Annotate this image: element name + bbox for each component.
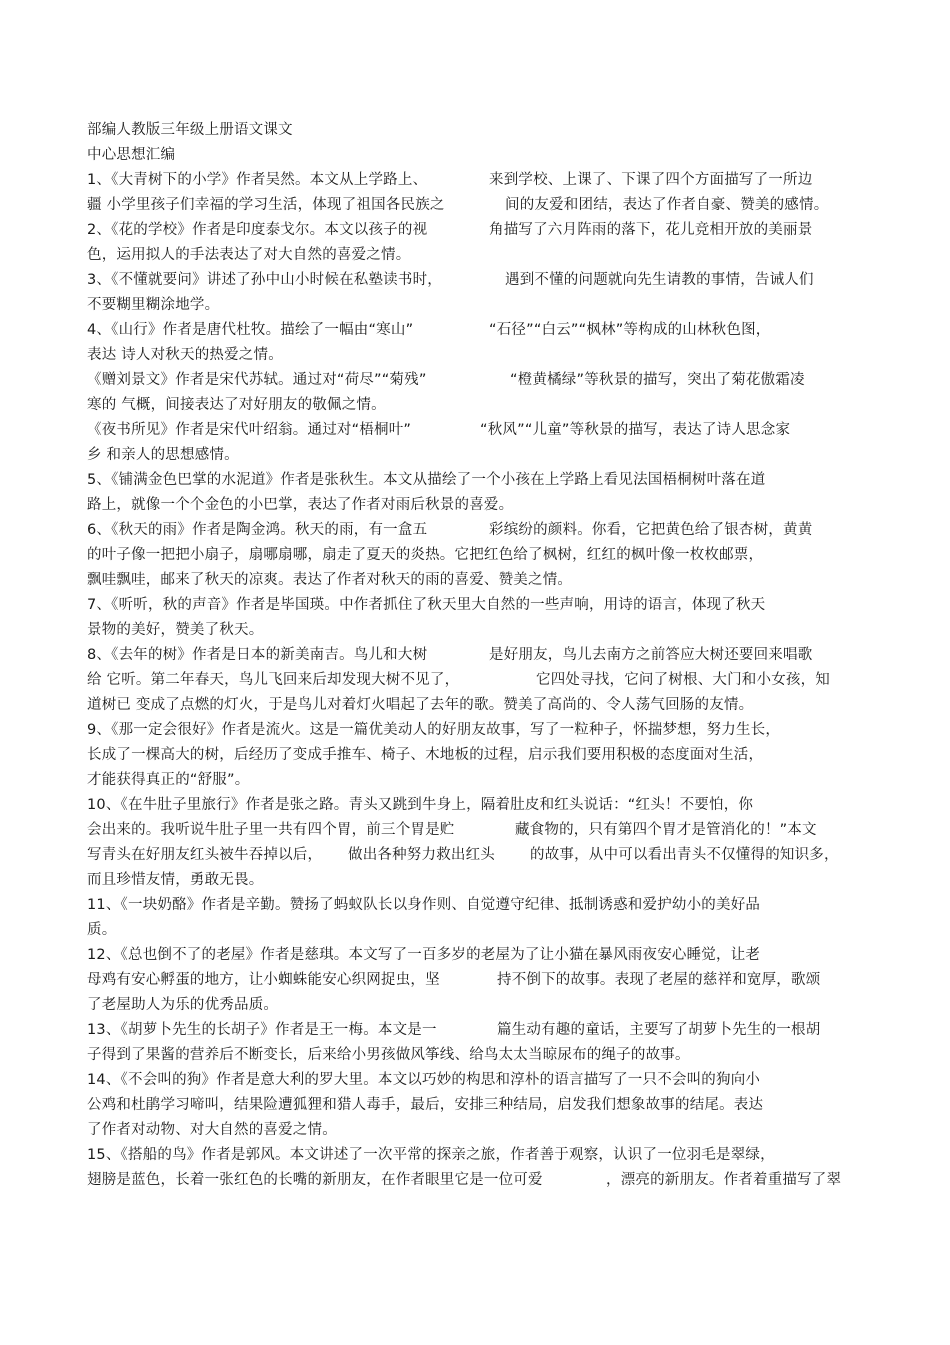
text-line: 《夜书所见》作者是宋代叶绍翁。通过对“梧桐叶”	[87, 422, 412, 438]
text-line: 15、《搭船的鸟》作者是郭风。本文讲述了一次平常的探亲之旅，作者善于观察，认识了一位羽毛是翠绿，	[87, 1147, 775, 1163]
text-line: 做出各种努力救出红头	[348, 847, 495, 863]
text-line: 公鸡和杜鹃学习啼叫，结果险遭狐狸和猎人毒手，最后，安排三种结局，启发我们想象故事的结尾。表达	[87, 1097, 764, 1113]
text-line: “石径”“白云”“枫林”等构成的山林秋色图，	[489, 322, 771, 338]
text-line: 彩缤纷的颜料。你看，它把黄色给了银杏树，黄黄	[489, 522, 813, 538]
text-line: 来到学校、上课了、下课了四个方面描写了一所边	[489, 172, 813, 188]
text-line: 了老屋助人为乐的优秀品质。	[87, 997, 279, 1013]
text-line: 长成了一棵高大的树，后经历了变成手推车、椅子、木地板的过程，启示我们要用积极的态度面对生活，	[87, 747, 764, 763]
text-line: 寒的 气概，间接表达了对好朋友的敬佩之情。	[87, 397, 386, 413]
text-line: 的叶子像一把把小扇子，扇哪扇哪，扇走了夏天的炎热。它把红色给了枫树，红红的枫叶像一枚枚邮票，	[87, 547, 764, 563]
text-line: 藏食物的，只有第四个胃才是管消化的！”本文	[515, 822, 817, 838]
doc-title-line-2: 中心思想汇编	[87, 147, 176, 163]
text-line: 篇生动有趣的童话，主要写了胡萝卜先生的一根胡	[497, 1022, 821, 1038]
text-line: 会出来的。我听说牛肚子里一共有四个胃，前三个胃是贮	[87, 822, 455, 838]
text-line: 表达 诗人对秋天的热爱之情。	[87, 347, 283, 363]
text-line: 道树已 变成了点燃的灯火，于是鸟儿对着灯火唱起了去年的歌。赞美了高尚的、令人荡气回肠的友情。	[87, 697, 754, 713]
text-line: “橙黄橘绿”等秋景的描写，突出了菊花傲霜凌	[510, 372, 805, 388]
text-line: 6、《秋天的雨》作者是陶金鸿。秋天的雨，有一盒五	[87, 522, 428, 538]
text-line: 子得到了果酱的营养后不断变长，后来给小男孩做风筝线、给鸟太太当晾尿布的绳子的故事。	[87, 1047, 690, 1063]
text-line: 景物的美好，赞美了秋天。	[87, 622, 264, 638]
text-line: 1、《大青树下的小学》作者吴然。本文从上学路上、	[87, 172, 428, 188]
text-line: “秋风”“儿童”等秋景的描写，表达了诗人思念家	[480, 422, 791, 438]
text-line: 13、《胡萝卜先生的长胡子》作者是王一梅。本文是一	[87, 1022, 437, 1038]
text-line: 了作者对动物、对大自然的喜爱之情。	[87, 1122, 337, 1138]
text-line: 写青头在好朋友红头被牛吞掉以后，	[87, 847, 323, 863]
text-line: 它四处寻找，它问了树根、大门和小女孩，知	[536, 672, 830, 688]
text-line: ，漂亮的新朋友。作者着重描写了翠	[606, 1172, 842, 1188]
text-line: 7、《听听，秋的声音》作者是毕国瑛。中作者抓住了秋天里大自然的一些声响，用诗的语言，体现了秋天	[87, 597, 766, 613]
text-line: 不要糊里糊涂地学。	[87, 297, 220, 313]
text-line: 路上，就像一个个金色的小巴掌，表达了作者对雨后秋景的喜爱。	[87, 497, 514, 513]
text-line: 而且珍惜友情，勇敢无畏。	[87, 872, 264, 888]
text-line: 给 它听。第二年春天，鸟儿飞回来后却发现大树不见了，	[87, 672, 460, 688]
text-line: 翅膀是蓝色，长着一张红色的长嘴的新朋友，在作者眼里它是一位可爱	[87, 1172, 543, 1188]
text-line: 才能获得真正的“舒服”。	[87, 772, 250, 788]
text-line: 《赠刘景文》作者是宋代苏轼。通过对“荷尽”“菊残”	[87, 372, 427, 388]
text-line: 质。	[87, 922, 117, 938]
text-line: 间的友爱和团结，表达了作者自豪、赞美的感情。	[505, 197, 829, 213]
text-line: 5、《铺满金色巴掌的水泥道》作者是张秋生。本文从描绘了一个小孩在上学路上看见法国梧桐树叶落在道	[87, 472, 766, 488]
text-line: 8、《去年的树》作者是日本的新美南吉。鸟儿和大树	[87, 647, 428, 663]
text-line: 色，运用拟人的手法表达了对大自然的喜爱之情。	[87, 247, 411, 263]
text-line: 疆 小学里孩子们幸福的学习生活，体现了祖国各民族之	[87, 197, 445, 213]
text-line: 3、《不懂就要问》讲述了孙中山小时候在私塾读书时，	[87, 272, 442, 288]
text-line: 11、《一块奶酪》作者是辛勤。赞扬了蚂蚁队长以身作则、自觉遵守纪律、抵制诱惑和爱护幼小的美好品	[87, 897, 761, 913]
text-line: 乡 和亲人的思想感情。	[87, 447, 239, 463]
text-line: 持不倒下的故事。表现了老屋的慈祥和宽厚，歌颂	[497, 972, 821, 988]
text-line: 4、《山行》作者是唐代杜牧。描绘了一幅由“寒山”	[87, 322, 414, 338]
text-line: 12、《总也倒不了的老屋》作者是慈琪。本文写了一百多岁的老屋为了让小猫在暴风雨夜安心睡觉，让老	[87, 947, 761, 963]
text-line: 母鸡有安心孵蛋的地方，让小蜘蛛能安心织网捉虫，坚	[87, 972, 440, 988]
text-line: 的故事，从中可以看出青头不仅懂得的知识多，	[530, 847, 839, 863]
doc-title-line-1: 部编人教版三年级上册语文课文	[87, 122, 293, 138]
text-line: 角描写了六月阵雨的落下，花儿竞相开放的美丽景	[489, 222, 813, 238]
text-line: 9、《那一定会很好》作者是流火。这是一篇优美动人的好朋友故事，写了一粒种子，怀揣梦想，努力生长，	[87, 722, 781, 738]
text-line: 14、《不会叫的狗》作者是意大利的罗大里。本文以巧妙的构思和淳朴的语言描写了一只不会叫的狗向小	[87, 1072, 761, 1088]
text-line: 10、《在牛肚子里旅行》作者是张之路。青头又跳到牛身上，隔着肚皮和红头说话：“红头！不要怕，你	[87, 797, 754, 813]
text-line: 飘哇飘哇，邮来了秋天的凉爽。表达了作者对秋天的雨的喜爱、赞美之情。	[87, 572, 573, 588]
text-line: 是好朋友，鸟儿去南方之前答应大树还要回来唱歌	[489, 647, 813, 663]
text-line: 遇到不懂的问题就向先生请教的事情，告诫人们	[505, 272, 814, 288]
text-line: 2、《花的学校》作者是印度泰戈尔。本文以孩子的视	[87, 222, 428, 238]
